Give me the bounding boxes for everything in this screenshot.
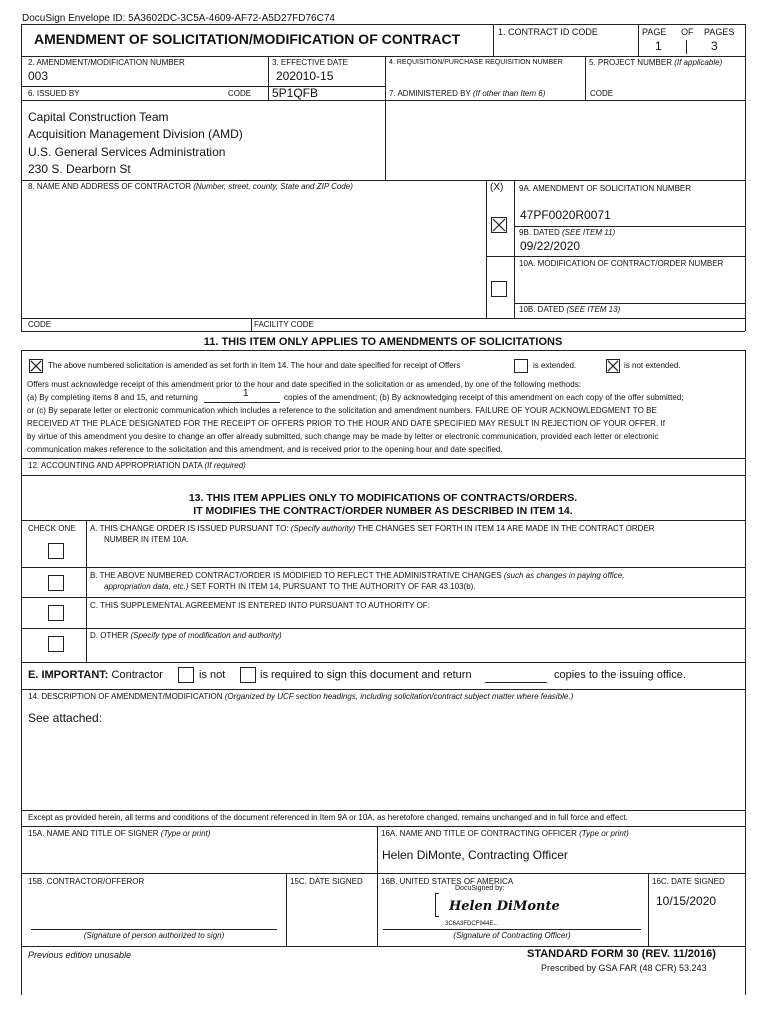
section-11-p2b: copies of the amendment; (b) By acknowledging receipt of this amendment on each copy of the offer submitted; (284, 393, 684, 402)
section-11-p3: or (c) By separate letter or electronic communication which includes a reference to the solicitation and amendment numbers. FAILURE OF YOUR ACKNOWLEDGMENT TO BE (27, 406, 657, 415)
pages-total: 3 (711, 39, 718, 53)
section-13-heading-1: 13. THIS ITEM APPLIES ONLY TO MODIFICATIONS OF CONTRACTS/ORDERS. (188, 492, 578, 504)
issuer-line: Capital Construction Team (28, 110, 169, 124)
item-16c-label: 16C. DATE SIGNED (652, 877, 725, 886)
is-extended-checkbox[interactable] (514, 359, 528, 373)
copies-label: copies to the issuing office. (554, 669, 686, 681)
prescribed-by: Prescribed by GSA FAR (48 CFR) 53.243 (541, 963, 707, 973)
of-label: OF (681, 27, 694, 37)
section-11-p4: RECEIVED AT THE PLACE DESIGNATED FOR THE RECEIPT OF OFFERS PRIOR TO THE HOUR AND DATE SPECIFIED MAY RESULT IN REJECTION OF YOUR OFFER. If (27, 419, 666, 428)
option-d-checkbox[interactable] (48, 636, 64, 652)
x-column-label: (X) (490, 182, 504, 193)
signature-text: Helen DiMonte (449, 899, 560, 914)
amendment-number-label: 2. AMENDMENT/MODIFICATION NUMBER (28, 58, 185, 67)
item-15c-label: 15C. DATE SIGNED (290, 877, 363, 886)
section-11-p2: (a) By completing items 8 and 15, and returning (27, 393, 198, 402)
item-16a-label: 16A. NAME AND TITLE OF CONTRACTING OFFICER (Type or print) (381, 829, 629, 838)
item-10b-label: 10B. DATED (SEE ITEM 13) (519, 305, 621, 314)
section-11-p1: Offers must acknowledge receipt of this amendment prior to the hour and date specified in the solicitation or as amended, by one of the following methods: (27, 380, 582, 389)
issuer-line: Acquisition Management Division (AMD) (28, 127, 243, 141)
section-13-heading-2: IT MODIFIES THE CONTRACT/ORDER NUMBER AS DESCRIBED IN ITEM 14. (193, 505, 573, 517)
is-not-extended-label: is not extended. (624, 361, 681, 370)
item-10a-label: 10A. MODIFICATION OF CONTRACT/ORDER NUMBER (519, 259, 724, 268)
option-c-text: C. THIS SUPPLEMENTAL AGREEMENT IS ENTERED INTO PURSUANT TO AUTHORITY OF: (90, 601, 430, 610)
option-b-text: B. THE ABOVE NUMBERED CONTRACT/ORDER IS MODIFIED TO REFLECT THE ADMINISTRATIVE CHANGES (such as changes in paying office, (90, 571, 625, 580)
item-14-label: 14. DESCRIPTION OF AMENDMENT/MODIFICATION (Organized by UCF section headings, including solicitation/contract subject matter where feasible.) (28, 692, 574, 701)
form-title: AMENDMENT OF SOLICITATION/MODIFICATION OF CONTRACT (34, 31, 461, 47)
administered-by-code-label: CODE (590, 89, 614, 98)
contractor-label: 8. NAME AND ADDRESS OF CONTRACTOR (Number, street, county, State and ZIP Code) (28, 182, 353, 191)
option-a-text-2: NUMBER IN ITEM 10A. (104, 535, 189, 544)
option-a-text: A. THIS CHANGE ORDER IS ISSUED PURSUANT TO: (Specify authority) THE CHANGES SET FORTH IN ITEM 14 ARE MADE IN THE CONTRACT ORDER (90, 524, 655, 533)
envelope-id: DocuSign Envelope ID: 5A3602DC-3C5A-4609-AF72-A5D27FD76C74 (22, 13, 335, 24)
project-number-label: 5. PROJECT NUMBER (If applicable) (589, 58, 723, 67)
administered-by-label: 7. ADMINISTERED BY (If other than Item 6) (389, 89, 546, 98)
issued-by-label: 6. ISSUED BY (28, 89, 80, 98)
section-11-p6: communication makes reference to the solicitation and this amendment, and is received prior to the opening hour and date specified. (27, 445, 503, 454)
copies-count: 1 (243, 388, 249, 399)
item-16b-label: 16B. UNITED STATES OF AMERICA (381, 877, 514, 886)
item-9b-value: 09/22/2020 (520, 239, 581, 253)
item-16a-value: Helen DiMonte, Contracting Officer (382, 848, 568, 862)
contractor-code-label: CODE (28, 320, 52, 329)
check-x-icon (492, 218, 506, 232)
is-not-extended-checkbox[interactable] (606, 359, 620, 373)
docusign-signature: DocuSigned by: Helen DiMonte 3C6A3FDCF944E... (433, 884, 555, 930)
issuer-line: 230 S. Dearborn St (28, 162, 131, 176)
check-one-label: CHECK ONE (28, 524, 76, 533)
issuer-line: U.S. General Services Administration (28, 145, 226, 159)
effective-date-value: 202010-15 (276, 69, 334, 83)
previous-edition: Previous edition unusable (28, 950, 132, 960)
signature-hash: 3C6A3FDCF944E... (445, 921, 499, 927)
effective-date-label: 3. EFFECTIVE DATE (272, 58, 348, 67)
signature-person-caption: (Signature of person authorized to sign) (83, 931, 225, 940)
check-x-icon (607, 360, 619, 372)
amended-checkbox[interactable] (29, 359, 43, 373)
accounting-label: 12. ACCOUNTING AND APPROPRIATION DATA (If required) (28, 461, 246, 470)
item-9a-label: 9A. AMENDMENT OF SOLICITATION NUMBER (519, 184, 692, 193)
contract-id-label: 1. CONTRACT ID CODE (498, 27, 598, 37)
is-extended-label: is extended. (533, 361, 577, 370)
section-11-line1: The above numbered solicitation is amended as set forth in Item 14. The hour and date specified for receipt of Offers (48, 361, 461, 370)
option-b-text-2: appropriation data, etc.) SET FORTH IN ITEM 14, PURSUANT TO THE AUTHORITY OF FAR 43.103(b). (104, 582, 476, 591)
check-x-icon (30, 360, 42, 372)
option-d-text: D. OTHER (Specify type of modification and authority) (90, 631, 282, 640)
is-not-label: is not (199, 669, 226, 681)
item-15b-label: 15B. CONTRACTOR/OFFEROR (28, 877, 145, 886)
page-label: PAGE (642, 27, 667, 37)
section-11-p5: by virtue of this amendment you desire to change an offer already submitted, such change may be made by letter or electronic communication, provided each letter or electronic (27, 432, 659, 441)
item-9-checkbox[interactable] (491, 217, 507, 233)
facility-code-label: FACILITY CODE (254, 320, 314, 329)
page-number: 1 (655, 39, 662, 53)
item-9b-label: 9B. DATED (SEE ITEM 11) (519, 228, 616, 237)
standard-form-label: STANDARD FORM 30 (REV. 11/2016) (527, 948, 716, 960)
is-required-checkbox[interactable] (240, 667, 256, 683)
issued-by-code-value: 5P1QFB (272, 86, 319, 100)
item-10-checkbox[interactable] (491, 281, 507, 297)
signature-officer-caption: (Signature of Contracting Officer) (453, 931, 571, 940)
option-b-checkbox[interactable] (48, 575, 64, 591)
requisition-number-label: 4. REQUISITION/PURCHASE REQUISITION NUMBER (389, 59, 563, 66)
item-9a-value: 47PF0020R0071 (520, 208, 611, 222)
pages-label: PAGES (704, 27, 735, 37)
item-16c-value: 10/15/2020 (656, 894, 717, 908)
item-14-value: See attached: (28, 711, 103, 725)
section-11-heading: 11. THIS ITEM ONLY APPLIES TO AMENDMENTS OF SOLICITATIONS (203, 336, 563, 348)
important-line: E. IMPORTANT: Contractor (28, 669, 163, 681)
item-15a-label: 15A. NAME AND TITLE OF SIGNER (Type or print) (28, 829, 211, 838)
option-a-checkbox[interactable] (48, 543, 64, 559)
option-c-checkbox[interactable] (48, 605, 64, 621)
is-required-label: is required to sign this document and return (260, 669, 472, 681)
amendment-number-value: 003 (28, 69, 49, 83)
except-text: Except as provided herein, all terms and conditions of the document referenced in Item 9A or 10A, as heretofore changed, remains unchanged and in full force and effect. (28, 813, 628, 822)
issued-by-code-label: CODE (228, 89, 252, 98)
is-not-checkbox[interactable] (178, 667, 194, 683)
